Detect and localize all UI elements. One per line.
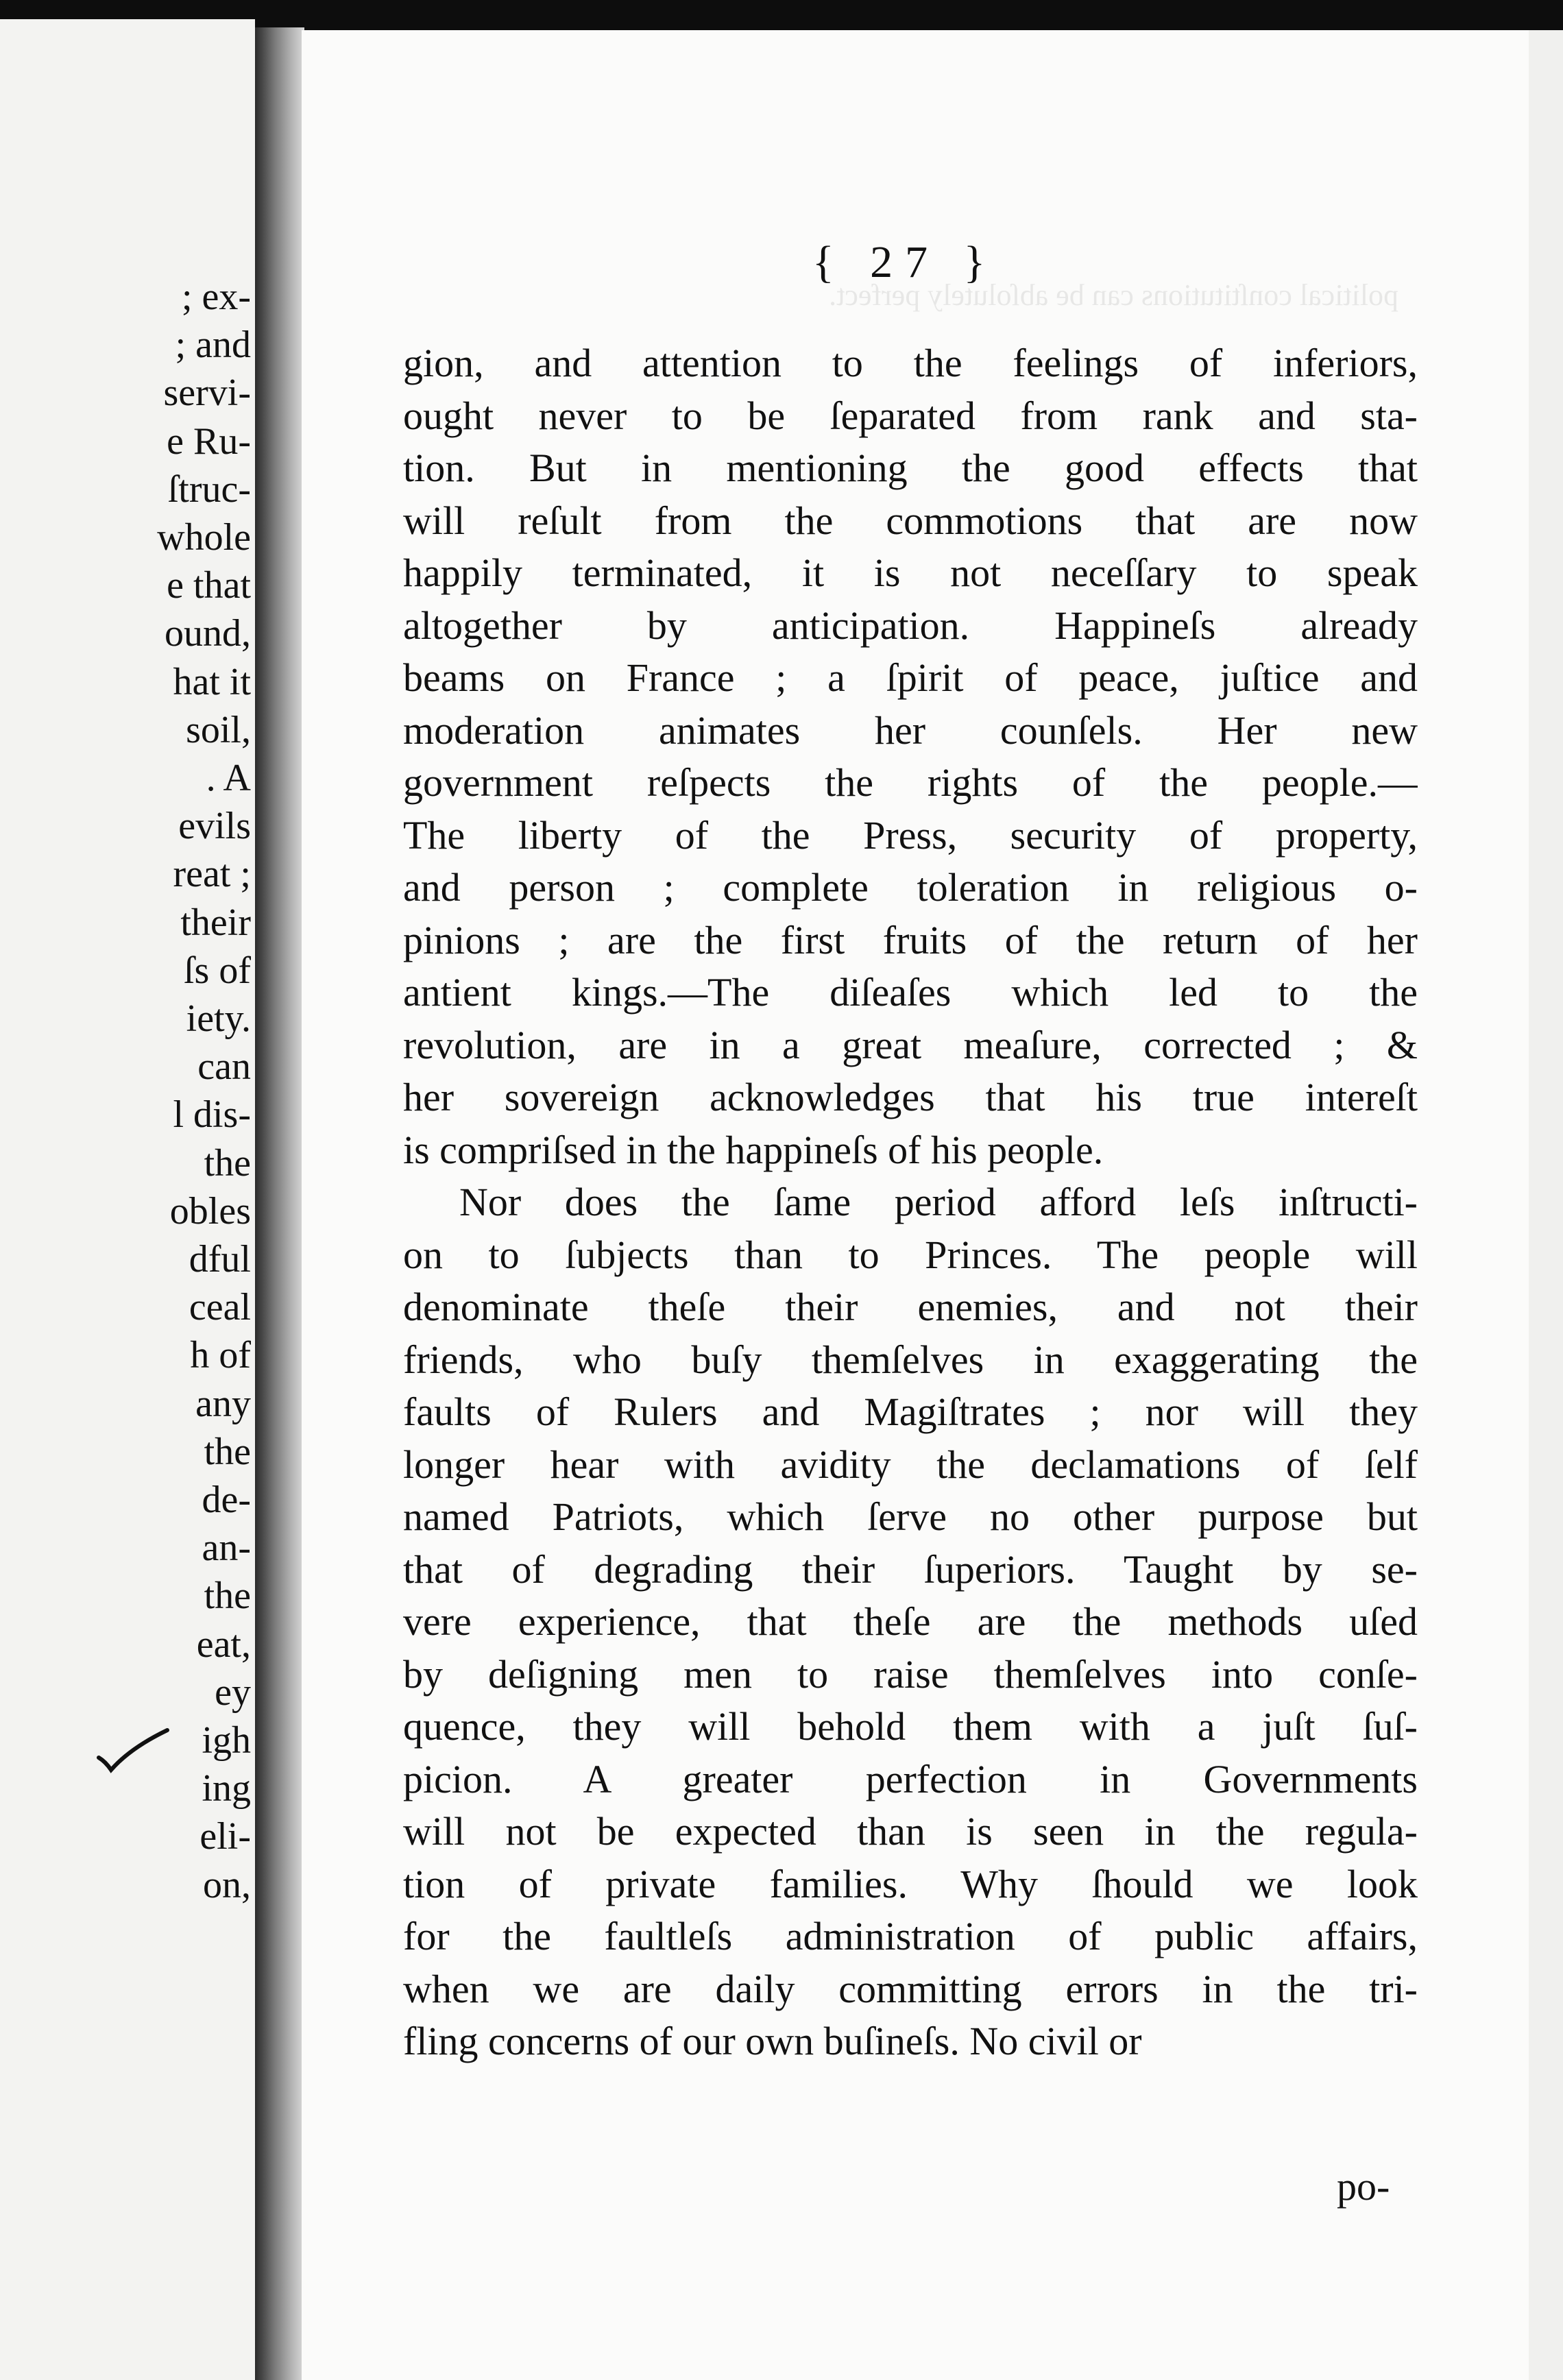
left-page-fragment: ound, (165, 612, 251, 655)
left-page-fragment: ey (215, 1671, 251, 1714)
text-line: for the faultleſs administration of public affairs, (403, 1914, 1418, 1958)
left-page (0, 19, 255, 2380)
left-page-fragment: ; ex- (181, 276, 251, 318)
text-line: altogether by anticipation. Happineſs already (403, 603, 1418, 648)
left-page-fragment: ceal (189, 1286, 251, 1329)
left-page-fragment: ing (202, 1767, 251, 1810)
left-page-fragment: e that (167, 564, 251, 607)
text-line: by deſigning men to raise themſelves into conſe- (403, 1651, 1418, 1697)
text-line: named Patriots, which ſerve no other purpose but (403, 1494, 1418, 1539)
left-page-fragment: whole (157, 516, 251, 559)
left-page-fragment: l dis- (173, 1093, 251, 1137)
left-page-fragment: any (195, 1382, 251, 1425)
text-line: gion, and attention to the feelings of inferiors, (403, 341, 1418, 385)
book-gutter (255, 27, 304, 2380)
text-line: her sovereign acknowledges that his true intereſt (403, 1075, 1418, 1119)
text-line: vere experience, that theſe are the methods uſed (403, 1599, 1418, 1644)
left-page-fragment: servi- (163, 372, 251, 415)
left-page-fragment: h of (190, 1334, 251, 1377)
left-page-fragment: the (204, 1575, 251, 1618)
left-page-fragment: dful (189, 1238, 251, 1280)
text-line: Nor does the ſame period afford leſs inſtructi- (459, 1180, 1418, 1224)
left-page-fragment: evils (178, 805, 251, 848)
text-line: denominate theſe their enemies, and not their (403, 1285, 1418, 1329)
left-page-fragment: e Ru- (167, 420, 251, 463)
left-page-fragment: reat ; (173, 853, 251, 896)
check-mark-icon (96, 1727, 171, 1782)
text-line: when we are daily committing errors in the tri- (403, 1966, 1418, 2011)
text-line: will not be expected than is seen in the regula- (403, 1809, 1418, 1854)
left-page-fragment: their (180, 901, 251, 944)
left-page-fragment: obles (169, 1189, 251, 1232)
left-page-fragment: eli- (199, 1815, 251, 1858)
text-line: tion of private families. Why ſhould we look (403, 1861, 1418, 1906)
text-line: fling concerns of our own buſineſs. No civil or (403, 2019, 1142, 2063)
text-line: will reſult from the commotions that are now (403, 498, 1418, 543)
text-line: and person ; complete toleration in religious o- (403, 865, 1418, 910)
left-page-fragment: igh (202, 1719, 251, 1762)
catchword: po- (1337, 2164, 1390, 2209)
left-page-fragment: soil, (186, 708, 251, 751)
text-line: picion. A greater perfection in Governments (403, 1756, 1418, 1801)
text-line: antient kings.—The diſeaſes which led to the (403, 970, 1418, 1015)
left-page-fragment: ſtruc- (167, 467, 251, 511)
show-through-text: political conſtitutions can be abſolutely perfect. (829, 278, 1398, 312)
left-page-fragment: the (204, 1141, 251, 1185)
text-line: moderation animates her counſels. Her new (403, 707, 1418, 753)
right-page-edge (1529, 30, 1563, 2380)
left-page-fragment: can (197, 1045, 251, 1089)
left-page-fragment: the (204, 1430, 251, 1473)
left-page-fragment: hat it (173, 660, 251, 703)
left-page-fragment: an- (202, 1527, 251, 1570)
text-line: revolution, are in a great meaſure, corrected ; & (403, 1022, 1418, 1067)
page-number: { 27 } (812, 237, 998, 287)
text-line: that of degrading their ſuperiors. Taught by se- (403, 1546, 1418, 1592)
left-page-fragment: on, (203, 1863, 251, 1906)
text-line: beams on France ; a ſpirit of peace, juſtice and (403, 655, 1418, 700)
text-line: friends, who buſy themſelves in exaggerating the (403, 1337, 1418, 1382)
text-line: is compriſsed in the happineſs of his people. (403, 1127, 1104, 1172)
body-text (403, 337, 1418, 2068)
text-line: ought never to be ſeparated from rank and sta- (403, 393, 1418, 438)
text-line: tion. But in mentioning the good effects that (403, 446, 1418, 490)
left-page-fragment: . A (206, 757, 251, 799)
text-line: The liberty of the Press, security of property, (403, 812, 1418, 858)
left-page-fragment: iety. (186, 997, 251, 1040)
text-line: on to ſubjects than to Princes. The people will (403, 1232, 1418, 1277)
left-page-fragment: ; and (175, 324, 251, 367)
text-line: happily terminated, it is not neceſſary to speak (403, 550, 1418, 595)
text-line: longer hear with avidity the declamations of ſelf (403, 1442, 1418, 1487)
left-page-fragment: ſs of (184, 949, 251, 992)
text-line: government reſpects the rights of the people.— (403, 760, 1418, 805)
left-page-fragment: de- (202, 1479, 251, 1521)
text-line: faults of Rulers and Magiſtrates ; nor will they (403, 1389, 1418, 1434)
text-line: quence, they will behold them with a juſt ſuſ- (403, 1704, 1418, 1749)
text-line: pinions ; are the first fruits of the return of her (403, 917, 1418, 962)
left-page-fragment: eat, (196, 1623, 251, 1666)
